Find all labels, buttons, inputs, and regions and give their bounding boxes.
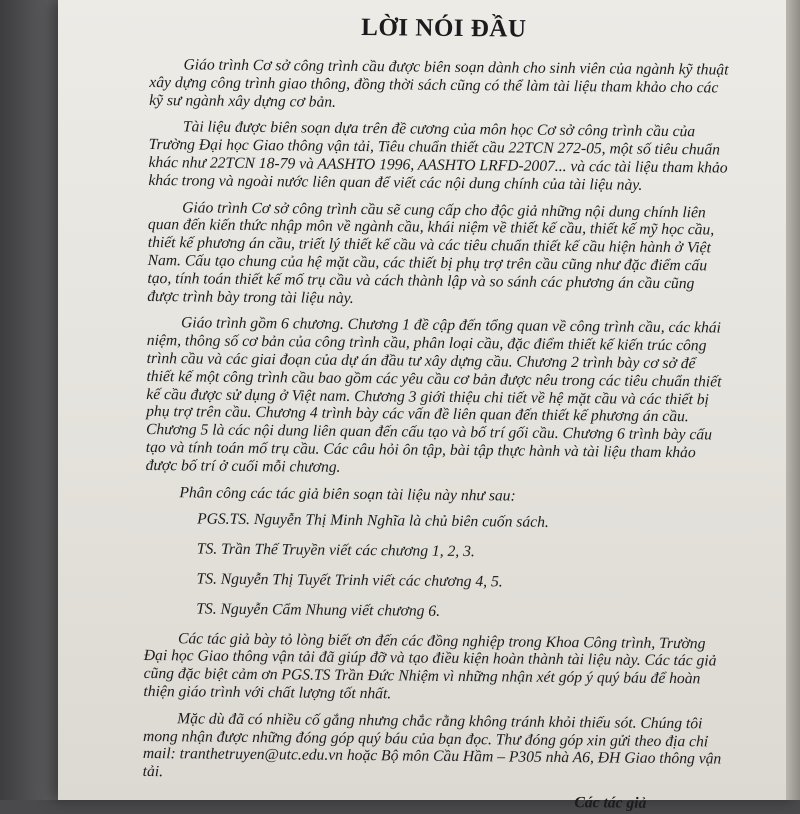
- paragraph-feedback-text: Mặc dù đã có nhiều cố gắng nhưng chắc rằng không tránh khỏi thiếu sót. Chúng tôi mong nhận được những đóng góp quý báu của bạn đọc. Thư đóng góp xin gửi theo địa chỉ mail: tranthetruyen@utc.edu.vn hoặc Bộ môn Cầu Hầm – P305 nhà A6, ĐH Giao thông vận tải.: [142, 709, 722, 781]
- paragraph-chapters: [146, 314, 728, 480]
- paragraph-feedback: [143, 710, 724, 787]
- page-content: [142, 12, 790, 814]
- assignment-item: PGS.TS. Nguyễn Thị Minh Nghĩa là chủ biên cuốn sách.: [197, 510, 549, 532]
- paragraph-intro: [149, 56, 729, 115]
- paragraph-acknowledgements: [143, 629, 724, 706]
- page-title: LỜI NÓI ĐẦU: [361, 14, 527, 43]
- paragraph-chapters-text: Giáo trình gồm 6 chương. Chương 1 đề cập đến tổng quan về công trình cầu, các khái niệm, thông số cơ bản của công trình cầu, phân loại cầu, đặc điểm thiết kế kiến trúc công trình cầu và các giai đoạn của dự án đầu tư xây dựng cầu. Chương 2 trình bày cơ sở để thiết kế một công trình cầu bao gồm các yêu cầu cơ bản được nêu trong các tiêu chuẩn thiết kế cầu được sử dụng ở Việt nam. Chương 3 giới thiệu chi tiết về hệ mặt cầu và các thiết bị phụ trợ trên cầu. Chương 4 trình bày các vấn đề liên quan đến thiết kế phương án cầu. Chương 5 là các nội dung liên quan đến cấu tạo và bố trí gối cầu. Chương 6 trình bày cấu tạo và tính toán mố trụ cầu. Các câu hỏi ôn tập, bài tập thực hành và tài liệu tham khảo được bố trí ở cuối mỗi chương.: [145, 314, 722, 476]
- paragraph-assignment-intro-text: Phân công các tác giả biên soạn tài liệu này như sau:: [179, 483, 516, 505]
- signature: Các tác giả: [574, 794, 647, 812]
- assignment-item: TS. Nguyễn Cẩm Nhung viết chương 6.: [196, 600, 441, 620]
- paragraph-content-summary-text: Giáo trình Cơ sở công trình cầu sẽ cung cấp cho độc giả những nội dung chính liên quan đến kiến thức nhập môn về ngành cầu, khái niệm về thiết kế cầu, thiết kế mỹ học cầu, thiết kế phương án cầu, triết lý thiết kế cầu và các tiêu chuẩn thiết kế cầu hiện hành ở Việt Nam. Cấu tạo chung của hệ mặt cầu, các thiết bị phụ trợ trên cầu cũng như đặc điểm cấu tạo, tính toán thiết kế mố trụ cầu và cách thành lập và so sánh các phương án cầu cũng được trình bày trong tài liệu này.: [147, 198, 715, 307]
- book-page: [58, 0, 800, 812]
- paragraph-content-summary: [147, 199, 728, 311]
- paragraph-sources: [148, 118, 729, 195]
- paragraph-intro-text: Giáo trình Cơ sở công trình cầu được biên soạn dành cho sinh viên của ngành kỹ thuật xây dựng công trình giao thông, đồng thời sách cũng có thể làm tài liệu tham khảo cho các kỹ sư ngành xây dựng cơ bản.: [149, 56, 729, 111]
- paragraph-assignment-intro: [145, 484, 725, 507]
- paragraph-sources-text: Tài liệu được biên soạn dựa trên đề cương của môn học Cơ sở công trình cầu của Trường Đại học Giao thông vận tải, Tiêu chuẩn thiết cầu 22TCN 272-05, một số tiêu chuẩn khác như 22TCN 18-79 và AASHTO 1996, AASHTO LRFD-2007... và các tài liệu tham khảo khác trong và ngoài nước liên quan để viết các nội dung chính của tài liệu này.: [148, 118, 728, 194]
- paragraph-acknowledgements-text: Các tác giả bày tỏ lòng biết ơn đến các đồng nghiệp trong Khoa Công trình, Trường Đại học Giao thông vận tải đã giúp đỡ và tạo điều kiện hoàn thành tài liệu này. Các tác giả cũng đặc biệt cảm ơn PGS.TS Trần Đức Nhiệm vì những nhận xét góp ý quý báu để hoàn thiện giáo trình với chất lượng tốt nhất.: [143, 629, 717, 703]
- assignment-item: TS. Trần Thế Truyền viết các chương 1, 2, 3.: [196, 540, 475, 561]
- assignment-item: TS. Nguyễn Thị Tuyết Trinh viết các chương 4, 5.: [196, 570, 503, 591]
